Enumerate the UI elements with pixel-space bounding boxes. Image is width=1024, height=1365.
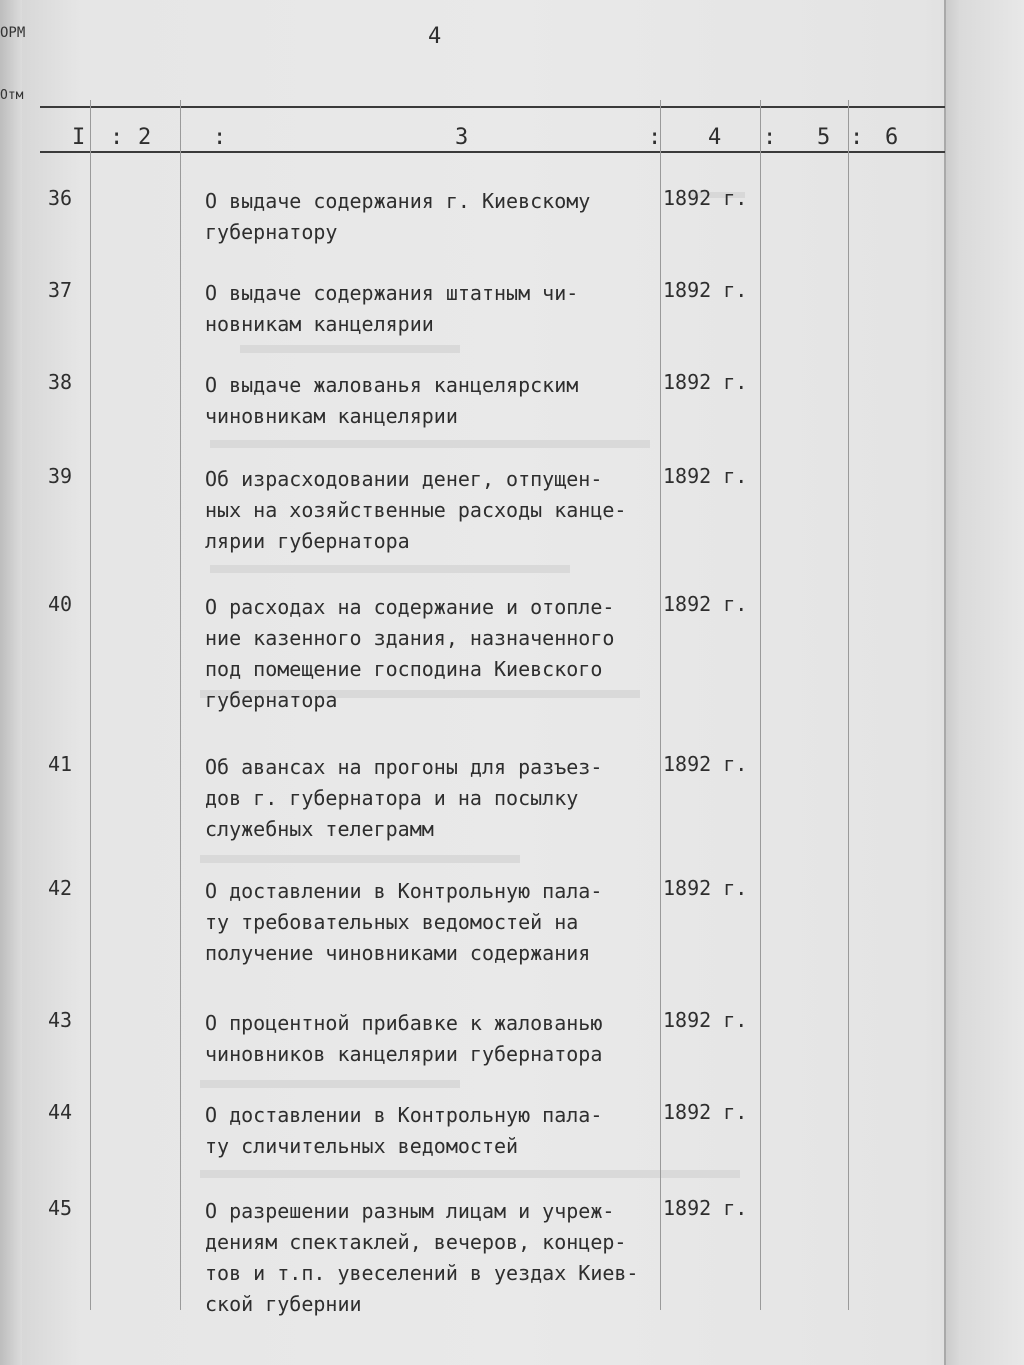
header-col-1: I [72, 125, 86, 150]
row-title: О доставлении в Контрольную пала- ту требовательных ведомостей на получение чиновниками содержания [205, 879, 603, 965]
margin-text-middle: Отм [0, 88, 24, 103]
row-number: 44 [48, 1100, 73, 1124]
row-year: 1892 г. [663, 278, 748, 302]
row-title: Об авансах на прогоны для разъез- дов г. губернатора и на посылку служебных телеграмм [205, 755, 603, 841]
page-number: 4 [428, 24, 442, 49]
column-line-5 [848, 100, 849, 1310]
row-number: 36 [48, 186, 73, 210]
left-binding-edge [0, 0, 22, 1365]
column-line-3 [660, 100, 661, 1310]
row-title: О доставлении в Контрольную пала- ту сличительных ведомостей [205, 1103, 603, 1158]
row-year: 1892 г. [663, 752, 748, 776]
row-number: 37 [48, 278, 73, 302]
row-number: 38 [48, 370, 73, 394]
row-title: О процентной прибавке к жалованью чиновников канцелярии губернатора [205, 1011, 603, 1066]
header-col-5: 5 [817, 125, 831, 150]
row-year: 1892 г. [663, 1100, 748, 1124]
row-year: 1892 г. [663, 370, 748, 394]
header-col-4: 4 [708, 125, 722, 150]
row-title: О разрешении разным лицам и учреж- дениям спектаклей, вечеров, концер- тов и т.п. увеселений в уездах Киев- ской губернии [205, 1199, 639, 1316]
header-separator: : [850, 125, 864, 150]
row-number: 40 [48, 592, 73, 616]
header-separator: : [648, 125, 662, 150]
row-number: 39 [48, 464, 73, 488]
margin-text-top: ОРМ [0, 25, 26, 41]
row-year: 1892 г. [663, 464, 748, 488]
header-separator: : [110, 125, 124, 150]
row-title: О выдаче жалованья канцелярским чиновникам канцелярии [205, 373, 579, 428]
row-title: О выдаче содержания штатным чи- новникам канцелярии [205, 281, 579, 336]
header-col-3: 3 [455, 125, 469, 150]
header-col-2: 2 [138, 125, 152, 150]
row-year: 1892 г. [663, 186, 748, 210]
row-year: 1892 г. [663, 1196, 748, 1220]
row-number: 43 [48, 1008, 73, 1032]
column-line-1 [90, 100, 91, 1310]
row-title: Об израсходовании денег, отпущен- ных на хозяйственные расходы канце- лярии губернатора [205, 467, 627, 553]
row-year: 1892 г. [663, 592, 748, 616]
row-number: 41 [48, 752, 73, 776]
row-number: 42 [48, 876, 73, 900]
header-top-rule [40, 106, 945, 108]
row-number: 45 [48, 1196, 73, 1220]
row-title: О выдаче содержания г. Киевскому губернатору [205, 189, 591, 244]
row-year: 1892 г. [663, 876, 748, 900]
column-line-4 [760, 100, 761, 1310]
header-separator: : [213, 125, 227, 150]
right-page-strip [944, 0, 1024, 1365]
right-page-edge [944, 0, 946, 1365]
row-year: 1892 г. [663, 1008, 748, 1032]
header-bottom-rule [40, 151, 945, 153]
column-line-2 [180, 100, 181, 1310]
row-title: О расходах на содержание и отопле- ние казенного здания, назначенного под помещение господина Киевского губернатора [205, 595, 615, 712]
header-separator: : [763, 125, 777, 150]
header-col-6: 6 [885, 125, 899, 150]
